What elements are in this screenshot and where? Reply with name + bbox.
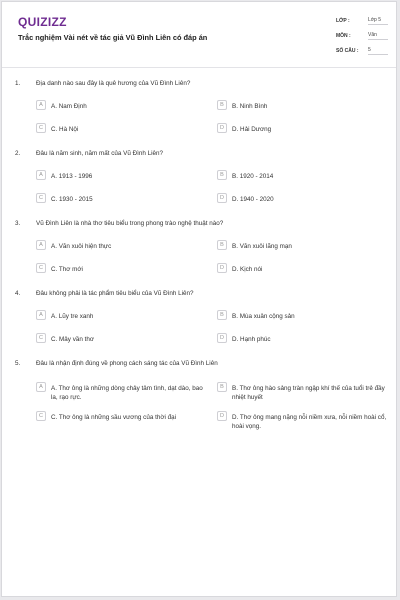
question-number: 5. — [15, 360, 21, 367]
option-text: A. Văn xuôi hiện thực — [51, 242, 112, 250]
option-text: C. Hà Nội — [51, 125, 79, 133]
option-letter-box: B — [217, 382, 227, 392]
option-text: C. 1930 - 2015 — [51, 195, 93, 203]
option-text: A. 1913 - 1996 — [51, 172, 93, 180]
option-text: C. Thơ ông là những sầu vương của thời đại — [51, 413, 177, 421]
meta-subject-value: Văn — [368, 32, 388, 40]
question-text: Địa danh nào sau đây là quê hương của Vũ Đình Liên? — [36, 80, 191, 87]
option-text: B. 1920 - 2014 — [232, 172, 274, 180]
option-letter-box: A — [36, 170, 46, 180]
question-number: 2. — [15, 150, 21, 157]
option-letter-box: C — [36, 193, 46, 203]
quizizz-logo: QUIZIZZ — [18, 15, 67, 29]
option-letter-box: B — [217, 100, 227, 110]
question-text: Đâu không phải là tác phẩm tiêu biểu của Vũ Đình Liên? — [36, 290, 194, 297]
question-text: Vũ Đình Liên là nhà thơ tiêu biểu trong phong trào nghệ thuật nào? — [36, 220, 224, 227]
option-letter-box: B — [217, 170, 227, 180]
meta-class-value: Lớp 5 — [368, 17, 388, 25]
meta-class-label: LỚP : — [336, 18, 350, 24]
option-text: C. Thơ mới — [51, 265, 83, 273]
meta-subject-label: MÔN : — [336, 33, 351, 39]
option-letter-box: A — [36, 100, 46, 110]
meta-count-label: SỐ CÂU : — [336, 48, 359, 54]
option-letter-box: A — [36, 310, 46, 320]
meta-count-value: 5 — [368, 47, 388, 55]
question-number: 3. — [15, 220, 21, 227]
page-title: Trắc nghiệm Vài nét về tác giả Vũ Đình Liên có đáp án — [18, 33, 208, 42]
option-text: A. Lũy tre xanh — [51, 312, 94, 320]
option-text: C. Mây vần thơ — [51, 335, 94, 343]
option-text: D. 1940 - 2020 — [232, 195, 274, 203]
question-text: Đâu là nhận định đúng về phong cách sáng tác của Vũ Đình Liên — [36, 360, 218, 367]
question-number: 1. — [15, 80, 21, 87]
option-letter-box: A — [36, 240, 46, 250]
option-text: A. Nam Định — [51, 102, 87, 110]
option-text: A. Thơ ông là những dòng chảy tâm tình, dạt dào, bao la, rạo rực. — [51, 384, 203, 401]
option-text: B. Ninh Bình — [232, 102, 268, 110]
option-letter-box: C — [36, 123, 46, 133]
option-letter-box: D — [217, 193, 227, 203]
worksheet — [1, 1, 397, 597]
option-text: D. Kịch nói — [232, 265, 263, 273]
option-letter-box: D — [217, 263, 227, 273]
option-text: D. Thơ ông mang nặng nỗi niềm xưa, nỗi niềm hoài cổ, hoài vọng. — [232, 413, 387, 430]
header-divider — [2, 67, 396, 68]
option-letter-box: B — [217, 240, 227, 250]
question-number: 4. — [15, 290, 21, 297]
option-text: D. Hạnh phúc — [232, 335, 271, 343]
question-text: Đâu là năm sinh, năm mất của Vũ Đình Liên? — [36, 150, 164, 157]
option-letter-box: A — [36, 382, 46, 392]
option-text: B. Văn xuôi lãng mạn — [232, 242, 292, 250]
option-letter-box: C — [36, 333, 46, 343]
option-letter-box: D — [217, 411, 227, 421]
option-letter-box: D — [217, 123, 227, 133]
option-letter-box: D — [217, 333, 227, 343]
option-letter-box: C — [36, 263, 46, 273]
option-text: B. Mùa xuân cộng sản — [232, 312, 295, 320]
option-letter-box: C — [36, 411, 46, 421]
option-text: D. Hải Dương — [232, 125, 272, 133]
option-text: B. Thơ ông hào sảng tràn ngập khí thế của tuổi trẻ đầy nhiệt huyết — [232, 384, 385, 401]
option-letter-box: B — [217, 310, 227, 320]
